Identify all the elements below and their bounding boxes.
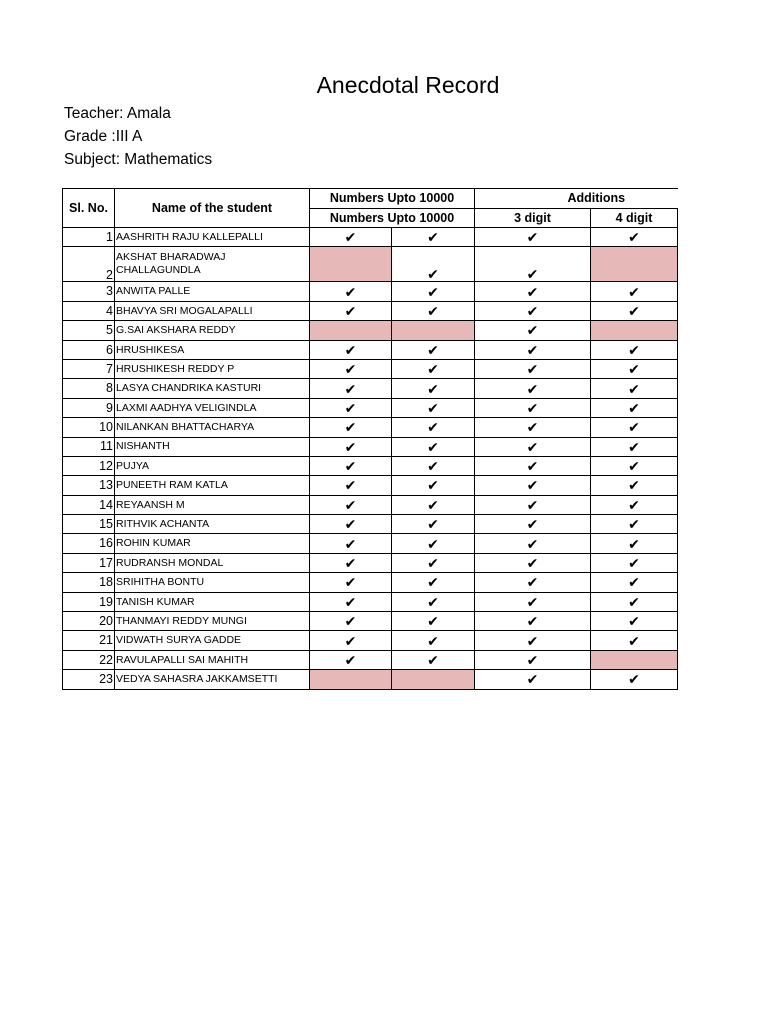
check-icon: ✔	[591, 418, 678, 437]
cell-sl-no: 16	[63, 534, 115, 553]
table-row	[63, 515, 678, 534]
check-icon: ✔	[310, 573, 392, 592]
check-icon: ✔	[591, 282, 678, 301]
check-icon: ✔	[475, 515, 591, 534]
table-row	[63, 418, 678, 437]
check-icon: ✔	[475, 379, 591, 398]
check-icon: ✔	[591, 398, 678, 417]
highlighted-empty-cell	[591, 247, 678, 282]
cell-sl-no: 11	[63, 437, 115, 456]
check-icon: ✔	[591, 553, 678, 572]
check-icon: ✔	[310, 553, 392, 572]
check-icon: ✔	[475, 398, 591, 417]
check-icon: ✔	[392, 301, 475, 320]
check-icon: ✔	[392, 495, 475, 514]
table-row	[63, 282, 678, 301]
check-icon: ✔	[310, 228, 392, 247]
table-row	[63, 379, 678, 398]
cell-sl-no: 15	[63, 515, 115, 534]
table-row	[63, 476, 678, 495]
cell-student-name: NISHANTH	[115, 437, 310, 456]
cell-sl-no: 7	[63, 359, 115, 378]
teacher-label: Teacher: Amala	[64, 105, 171, 122]
highlighted-empty-cell	[591, 650, 678, 669]
check-icon: ✔	[475, 359, 591, 378]
header-group-numbers: Numbers Upto 10000	[310, 189, 475, 209]
highlighted-empty-cell	[392, 321, 475, 340]
cell-sl-no: 6	[63, 340, 115, 359]
cell-student-name: THANMAYI REDDY MUNGI	[115, 612, 310, 631]
cell-sl-no: 5	[63, 321, 115, 340]
check-icon: ✔	[475, 321, 591, 340]
table-row	[63, 456, 678, 475]
table-row	[63, 631, 678, 650]
cell-sl-no: 1	[63, 228, 115, 247]
check-icon: ✔	[310, 495, 392, 514]
check-icon: ✔	[591, 670, 678, 689]
cell-sl-no: 13	[63, 476, 115, 495]
anecdotal-record-table	[62, 188, 678, 690]
cell-sl-no: 20	[63, 612, 115, 631]
check-icon: ✔	[591, 573, 678, 592]
cell-student-name: PUJYA	[115, 456, 310, 475]
header-student-name: Name of the student	[115, 189, 310, 228]
header-sub-4-digit: 4 digit	[591, 209, 678, 228]
check-icon: ✔	[392, 612, 475, 631]
table-row	[63, 592, 678, 611]
table-row	[63, 359, 678, 378]
check-icon: ✔	[591, 359, 678, 378]
cell-student-name: RITHVIK ACHANTA	[115, 515, 310, 534]
check-icon: ✔	[310, 379, 392, 398]
cell-student-name: HRUSHIKESH REDDY P	[115, 359, 310, 378]
check-icon: ✔	[591, 476, 678, 495]
cell-sl-no: 3	[63, 282, 115, 301]
cell-sl-no: 9	[63, 398, 115, 417]
cell-sl-no: 4	[63, 301, 115, 320]
check-icon: ✔	[475, 340, 591, 359]
check-icon: ✔	[310, 437, 392, 456]
check-icon: ✔	[392, 553, 475, 572]
check-icon: ✔	[310, 282, 392, 301]
subject-label: Subject: Mathematics	[64, 151, 213, 168]
cell-student-name: VIDWATH SURYA GADDE	[115, 631, 310, 650]
table-row	[63, 228, 678, 247]
check-icon: ✔	[310, 398, 392, 417]
grade-label: Grade :III A	[64, 128, 143, 145]
check-icon: ✔	[591, 515, 678, 534]
table-row	[63, 398, 678, 417]
highlighted-empty-cell	[310, 247, 392, 282]
check-icon: ✔	[591, 340, 678, 359]
check-icon: ✔	[392, 228, 475, 247]
table-row	[63, 321, 678, 340]
highlighted-empty-cell	[591, 321, 678, 340]
check-icon: ✔	[392, 456, 475, 475]
cell-student-name: REYAANSH M	[115, 495, 310, 514]
cell-student-name: PUNEETH RAM KATLA	[115, 476, 310, 495]
check-icon: ✔	[591, 631, 678, 650]
cell-student-name: TANISH KUMAR	[115, 592, 310, 611]
check-icon: ✔	[310, 534, 392, 553]
table-row	[63, 340, 678, 359]
check-icon: ✔	[591, 592, 678, 611]
cell-student-name: RUDRANSH MONDAL	[115, 553, 310, 572]
check-icon: ✔	[310, 456, 392, 475]
check-icon: ✔	[392, 359, 475, 378]
header-sub-numbers: Numbers Upto 10000	[310, 209, 475, 228]
table-row	[63, 573, 678, 592]
table-row	[63, 437, 678, 456]
check-icon: ✔	[392, 515, 475, 534]
table-row	[63, 247, 678, 282]
cell-student-name: HRUSHIKESA	[115, 340, 310, 359]
check-icon: ✔	[310, 359, 392, 378]
check-icon: ✔	[392, 631, 475, 650]
check-icon: ✔	[392, 437, 475, 456]
check-icon: ✔	[392, 282, 475, 301]
highlighted-empty-cell	[310, 670, 392, 689]
highlighted-empty-cell	[310, 321, 392, 340]
check-icon: ✔	[392, 534, 475, 553]
cell-student-name: G.SAI AKSHARA REDDY	[115, 321, 310, 340]
check-icon: ✔	[475, 592, 591, 611]
cell-sl-no: 21	[63, 631, 115, 650]
table-row	[63, 553, 678, 572]
check-icon: ✔	[392, 418, 475, 437]
table-row	[63, 534, 678, 553]
header-sl-no: Sl. No.	[63, 189, 115, 228]
cell-student-name: LAXMI AADHYA VELIGINDLA	[115, 398, 310, 417]
check-icon: ✔	[310, 340, 392, 359]
check-icon: ✔	[591, 612, 678, 631]
cell-sl-no: 19	[63, 592, 115, 611]
check-icon: ✔	[310, 476, 392, 495]
cell-sl-no: 17	[63, 553, 115, 572]
check-icon: ✔	[475, 247, 591, 282]
header-sub-3-digit: 3 digit	[475, 209, 591, 228]
check-icon: ✔	[591, 456, 678, 475]
check-icon: ✔	[475, 670, 591, 689]
cell-sl-no: 22	[63, 650, 115, 669]
check-icon: ✔	[310, 650, 392, 669]
page-title: Anecdotal Record	[316, 72, 500, 98]
cell-student-name: LASYA CHANDRIKA KASTURI	[115, 379, 310, 398]
check-icon: ✔	[475, 301, 591, 320]
check-icon: ✔	[475, 228, 591, 247]
check-icon: ✔	[591, 301, 678, 320]
table-row	[63, 495, 678, 514]
check-icon: ✔	[591, 379, 678, 398]
cell-student-name: AASHRITH RAJU KALLEPALLI	[115, 228, 310, 247]
check-icon: ✔	[392, 592, 475, 611]
table-row	[63, 301, 678, 320]
cell-sl-no: 2	[63, 247, 115, 282]
check-icon: ✔	[392, 476, 475, 495]
check-icon: ✔	[475, 476, 591, 495]
cell-student-name: SRIHITHA BONTU	[115, 573, 310, 592]
check-icon: ✔	[475, 573, 591, 592]
check-icon: ✔	[591, 534, 678, 553]
check-icon: ✔	[310, 612, 392, 631]
check-icon: ✔	[310, 418, 392, 437]
cell-sl-no: 18	[63, 573, 115, 592]
cell-student-name: ANWITA PALLE	[115, 282, 310, 301]
cell-sl-no: 23	[63, 670, 115, 689]
check-icon: ✔	[310, 631, 392, 650]
check-icon: ✔	[392, 650, 475, 669]
check-icon: ✔	[475, 631, 591, 650]
check-icon: ✔	[392, 573, 475, 592]
cell-student-name: ROHIN KUMAR	[115, 534, 310, 553]
header-group-additions	[475, 189, 678, 209]
cell-sl-no: 8	[63, 379, 115, 398]
check-icon: ✔	[392, 247, 475, 282]
check-icon: ✔	[591, 228, 678, 247]
check-icon: ✔	[475, 418, 591, 437]
check-icon: ✔	[475, 456, 591, 475]
cell-sl-no: 12	[63, 456, 115, 475]
check-icon: ✔	[310, 515, 392, 534]
cell-student-name: VEDYA SAHASRA JAKKAMSETTI	[115, 670, 310, 689]
highlighted-empty-cell	[392, 670, 475, 689]
cell-student-name: BHAVYA SRI MOGALAPALLI	[115, 301, 310, 320]
check-icon: ✔	[475, 282, 591, 301]
table-row	[63, 650, 678, 669]
check-icon: ✔	[475, 495, 591, 514]
check-icon: ✔	[475, 534, 591, 553]
table-row	[63, 670, 678, 689]
check-icon: ✔	[591, 495, 678, 514]
check-icon: ✔	[310, 301, 392, 320]
check-icon: ✔	[392, 379, 475, 398]
cell-sl-no: 10	[63, 418, 115, 437]
table-row	[63, 612, 678, 631]
header-group-additions-label: Additions	[567, 191, 626, 206]
check-icon: ✔	[475, 553, 591, 572]
check-icon: ✔	[392, 398, 475, 417]
check-icon: ✔	[475, 437, 591, 456]
cell-sl-no: 14	[63, 495, 115, 514]
check-icon: ✔	[310, 592, 392, 611]
cell-student-name: NILANKAN BHATTACHARYA	[115, 418, 310, 437]
cell-student-name: AKSHAT BHARADWAJ CHALLAGUNDLA	[115, 247, 310, 282]
check-icon: ✔	[475, 612, 591, 631]
cell-student-name: RAVULAPALLI SAI MAHITH	[115, 650, 310, 669]
check-icon: ✔	[392, 340, 475, 359]
check-icon: ✔	[475, 650, 591, 669]
check-icon: ✔	[591, 437, 678, 456]
